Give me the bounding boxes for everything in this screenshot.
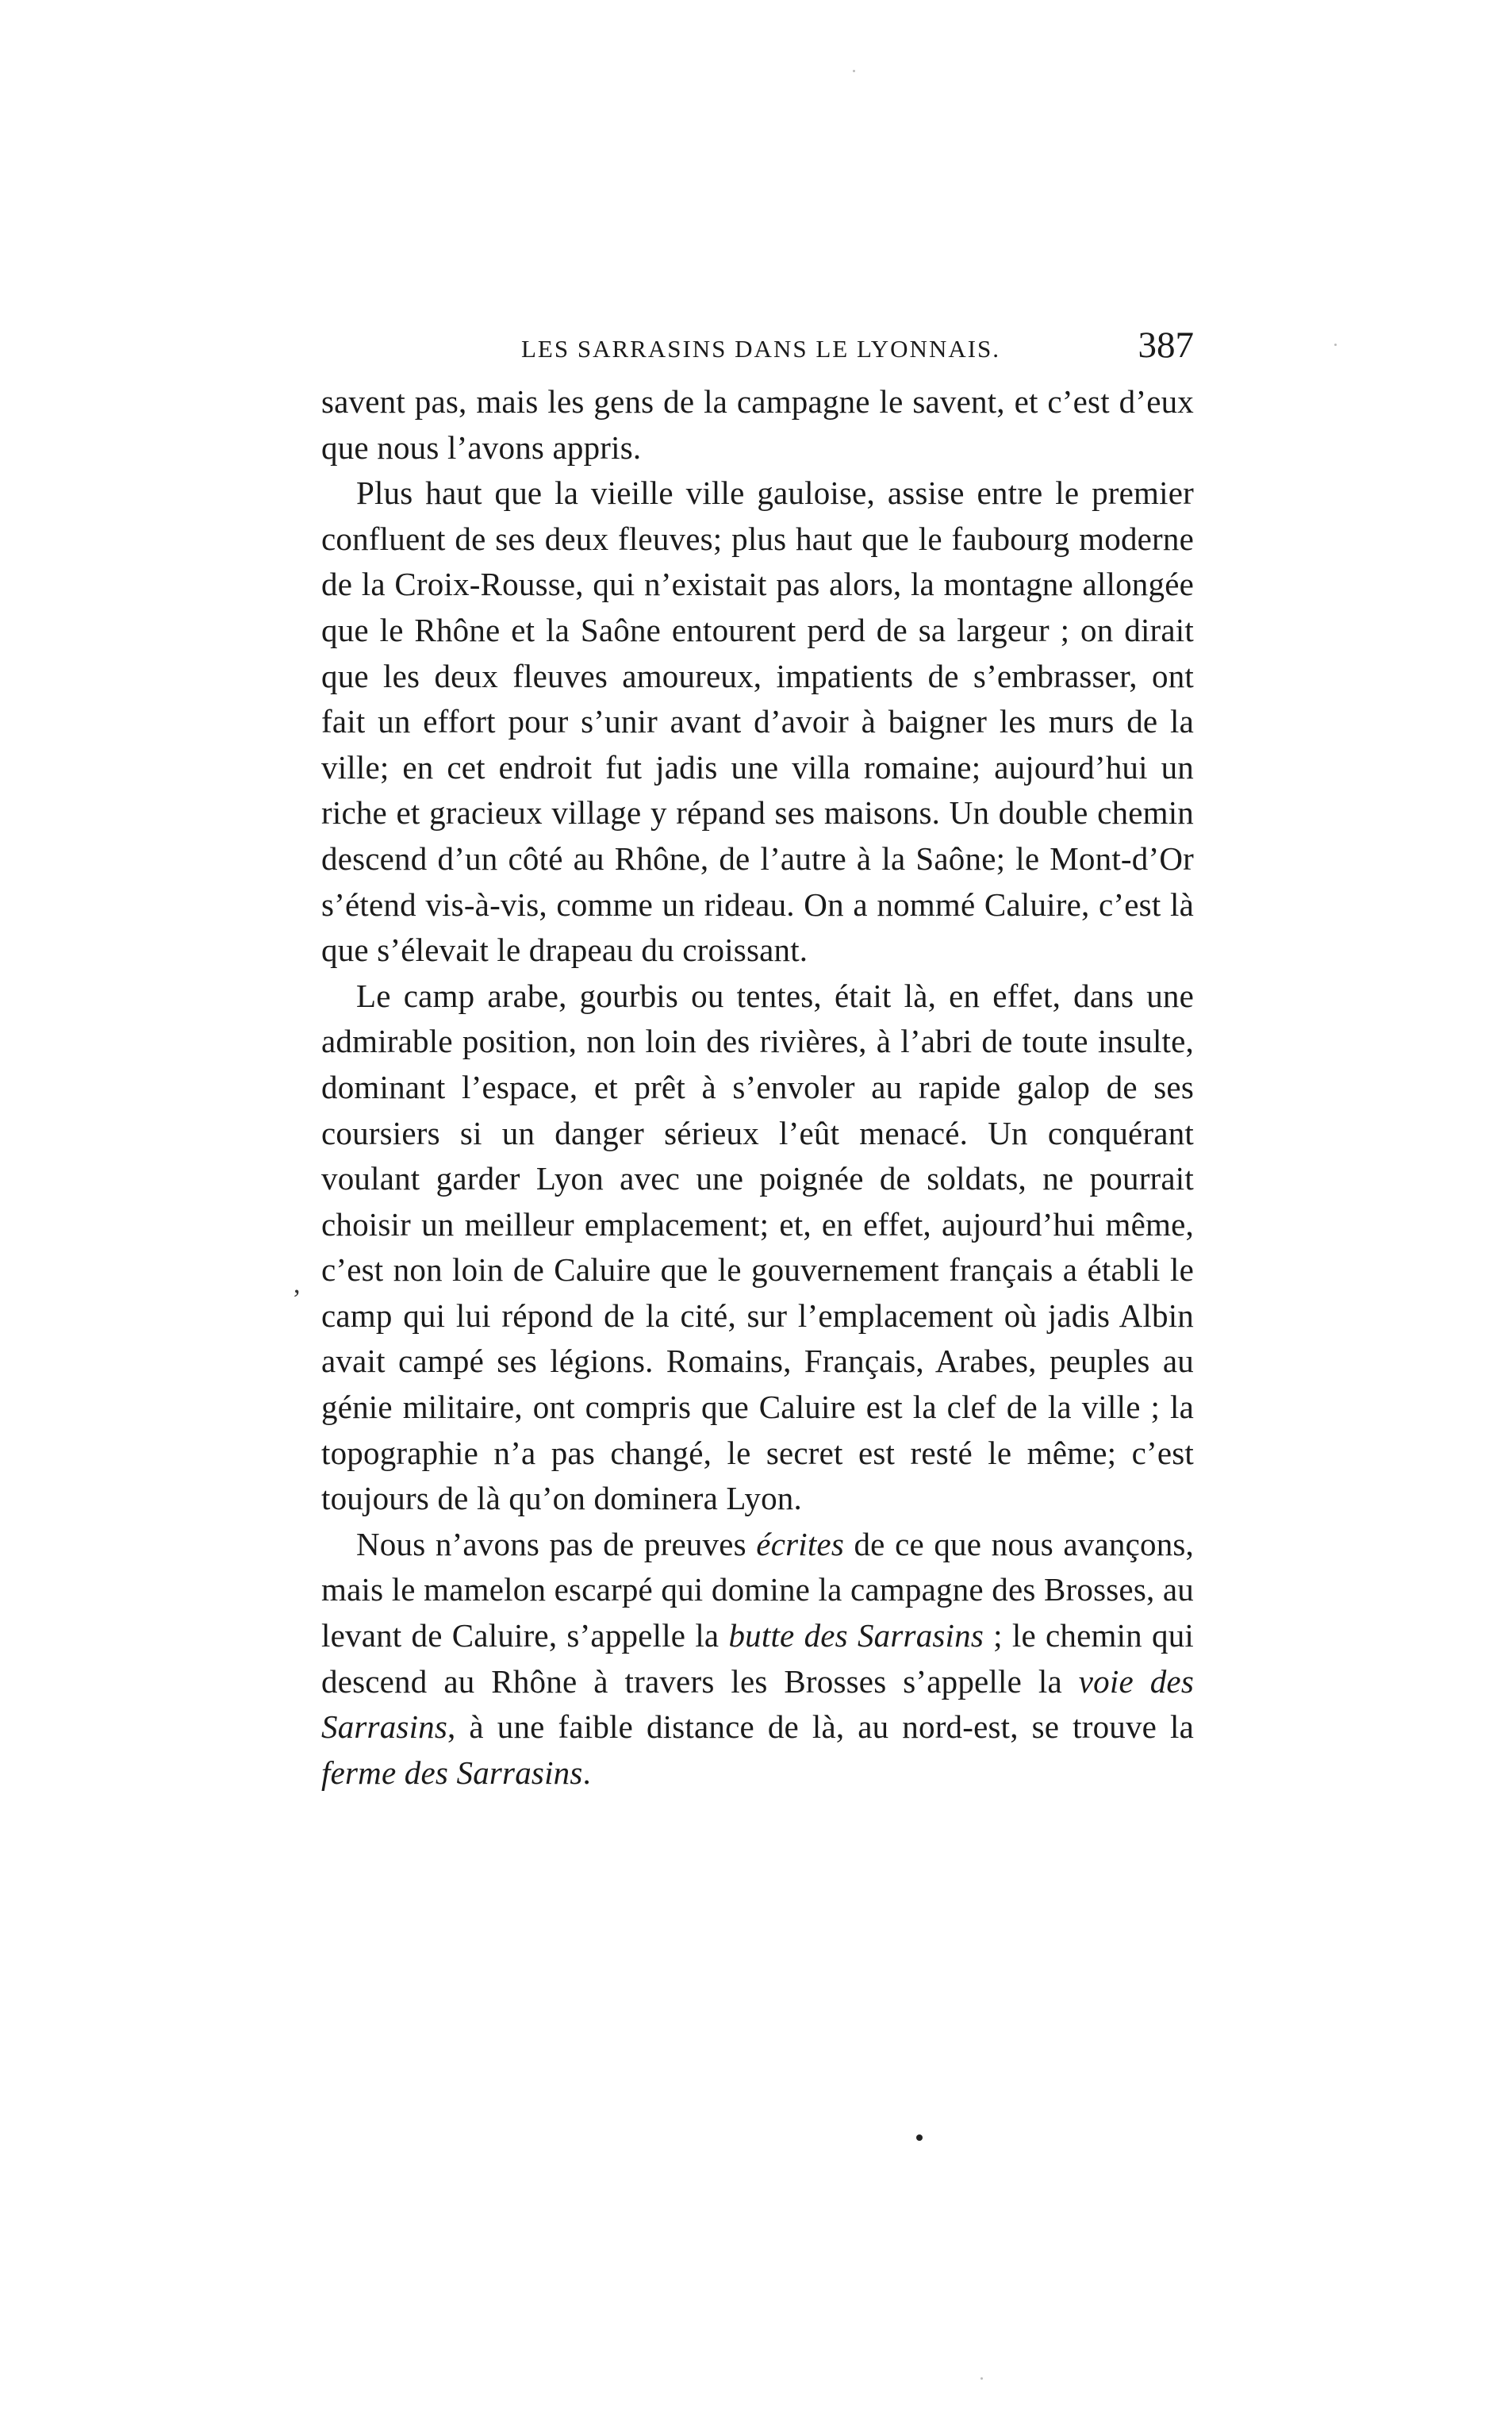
paragraph-4 — [321, 1522, 1194, 1796]
paragraph-1 — [321, 379, 1194, 471]
running-head — [321, 324, 1194, 371]
text-segment: , à une faible distance de là, au nord-est, se trouve la — [447, 1708, 1194, 1746]
paper-speck — [853, 70, 855, 72]
italic-segment: ferme des Sarrasins — [321, 1754, 583, 1791]
margin-tick-mark: , — [294, 1270, 301, 1299]
paragraph-2 — [321, 471, 1194, 974]
italic-segment: écrites — [756, 1525, 844, 1562]
body-text — [321, 379, 1194, 1796]
italic-segment: butte des Sarrasins — [728, 1617, 984, 1654]
text-segment: Plus haut que la vieille ville gauloise, assise entre le premier confluent de ses deux fleuves; plus haut que le faubourg moderne de la Croix-Rousse, qui n’existait pas alors, la montagne allongée que le Rhône et la Saône entourent perd de sa largeur ; on dirait que les deux fleuves amoureux, impatients de s’embrasser, ont fait un effort pour s’unir avant d’avoir à baigner les murs de la ville; en cet endroit fut jadis une villa romaine; aujourd’hui un riche et gracieux village y répand ses maisons. Un double chemin descend d’un côté au Rhône, de l’autre à la Saône; le Mont-d’Or s’étend vis-à-vis, comme un rideau. On a nommé Caluire, c’est là que s’élevait le drapeau du croissant. — [321, 475, 1194, 969]
text-segment: Le camp arabe, gourbis ou tentes, était là, en effet, dans une admirable position, non loin des rivières, à l’abri de toute insulte, dominant l’espace, et prêt à s’envoler au rapide galop de ses coursiers si un danger sérieux l’eût menacé. Un conquérant voulant garder Lyon avec une poignée de soldats, ne pourrait choisir un meilleur emplacement; et, en effet, aujourd’hui même, c’est non loin de Caluire que le gouvernement français a établi le camp qui lui répond de la cité, sur l’emplacement où jadis Albin avait campé ses légions. Romains, Français, Arabes, peuples au génie militaire, ont compris que Caluire est la clef de la ville ; la topographie n’a pas changé, le secret est resté le même; c’est toujours de là qu’on dominera Lyon. — [321, 977, 1194, 1517]
paper-speck — [980, 2377, 983, 2380]
italic-segment: voie des Sarrasins — [321, 1662, 1194, 1746]
paragraph-3 — [321, 974, 1194, 1522]
text-segment: Nous n’avons pas de preuves — [356, 1525, 757, 1562]
paper-speck — [1334, 344, 1337, 346]
text-segment: ; le chemin qui descend au Rhône à travers les Brosses s’appelle la — [321, 1617, 1194, 1700]
ink-dot — [916, 2134, 923, 2141]
running-head-title: LES SARRASINS DANS LE LYONNAIS. — [521, 335, 1001, 363]
text-segment: savent pas, mais les gens de la campagne le savent, et c’est d’eux que nous l’avons appris. — [321, 383, 1194, 466]
text-segment: de ce que nous avançons, mais le mamelon escarpé qui domine la campagne des Brosses, au levant de Caluire, s’appelle la — [321, 1525, 1194, 1654]
page-number: 387 — [1138, 325, 1194, 366]
text-segment: . — [582, 1754, 591, 1791]
